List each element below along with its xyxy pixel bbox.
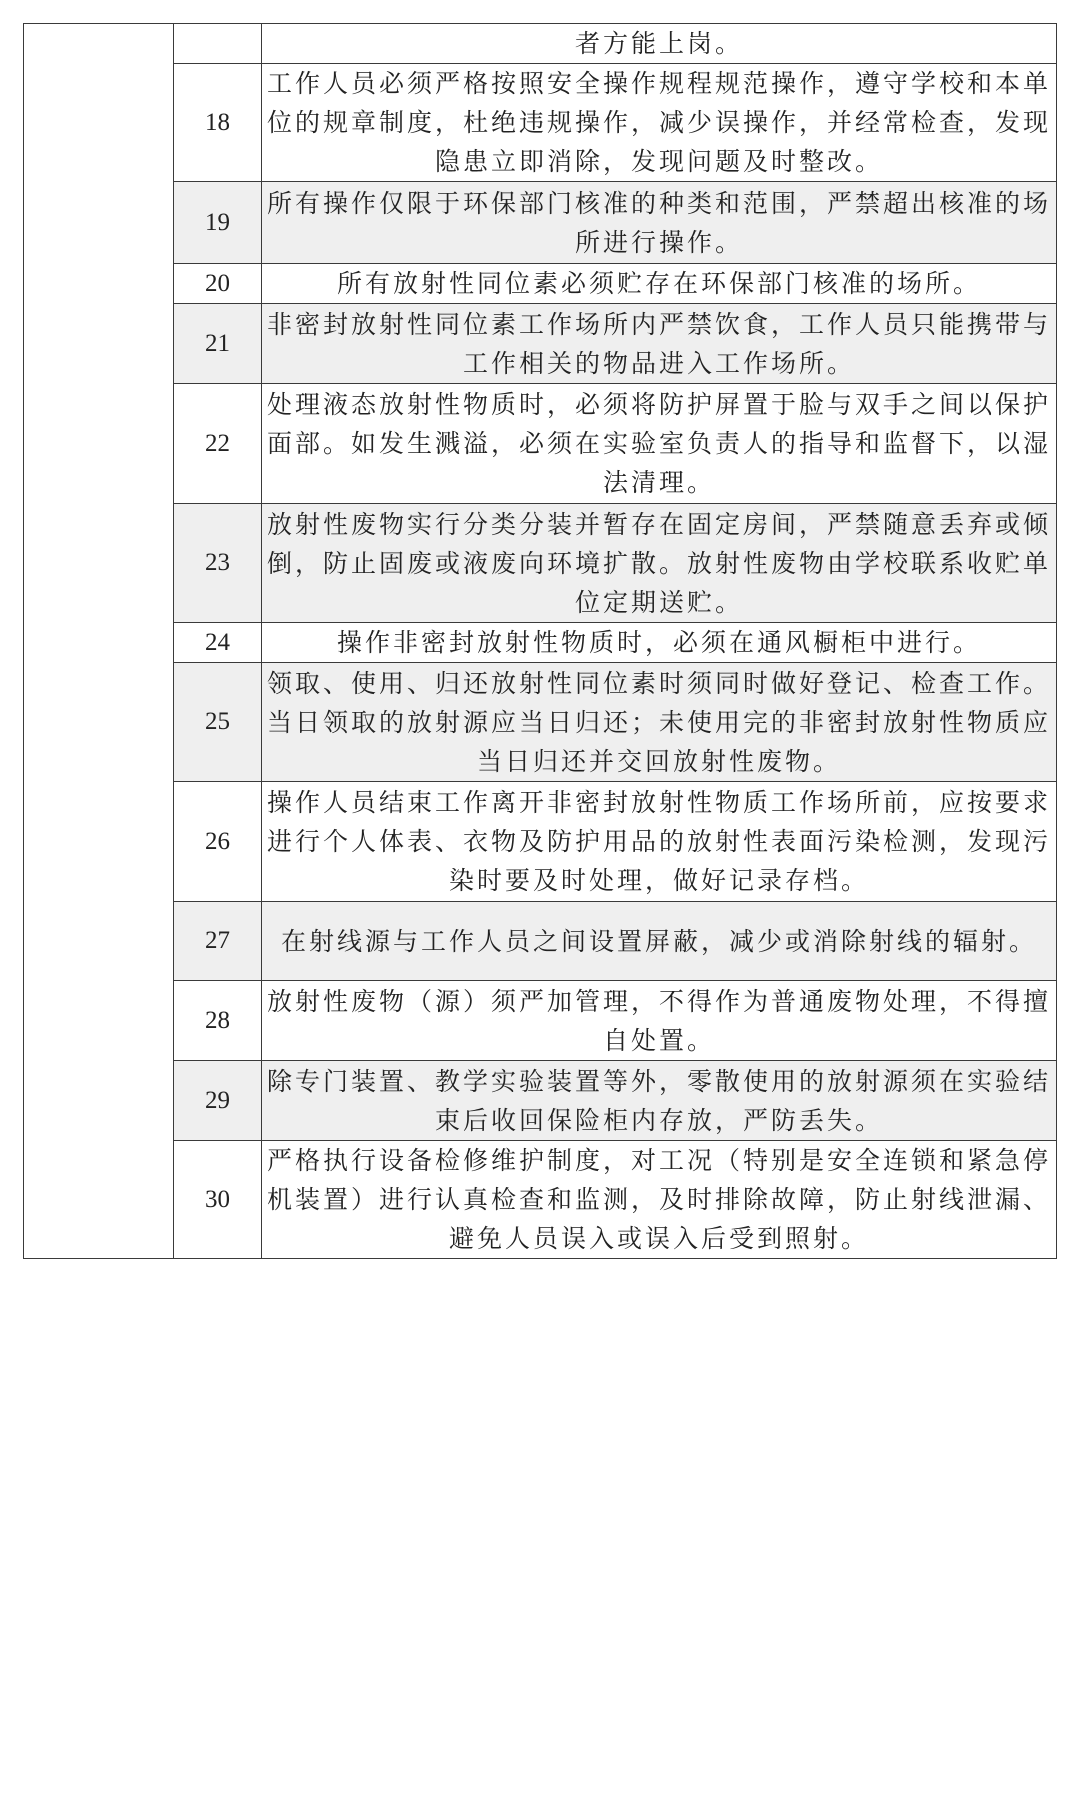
item-text: 工作人员必须严格按照安全操作规程规范操作，遵守学校和本单位的规章制度，杜绝违规操作，减少误操作，并经常检查，发现隐患立即消除，发现问题及时整改。 xyxy=(262,64,1057,182)
item-number: 19 xyxy=(174,182,262,264)
item-number: 26 xyxy=(174,782,262,902)
table-row xyxy=(24,663,1057,782)
table-row xyxy=(24,264,1057,304)
table-row xyxy=(24,304,1057,384)
table-row xyxy=(24,1141,1057,1259)
table-row xyxy=(24,902,1057,981)
table-row xyxy=(24,1061,1057,1141)
table-row xyxy=(24,981,1057,1061)
item-number: 28 xyxy=(174,981,262,1061)
table-row xyxy=(24,504,1057,623)
item-number: 20 xyxy=(174,264,262,304)
item-text: 非密封放射性同位素工作场所内严禁饮食，工作人员只能携带与工作相关的物品进入工作场所。 xyxy=(262,304,1057,384)
table-row xyxy=(24,623,1057,663)
table-row xyxy=(24,384,1057,504)
item-number: 21 xyxy=(174,304,262,384)
item-number: 30 xyxy=(174,1141,262,1259)
category-cell xyxy=(24,24,174,1259)
item-text: 放射性废物（源）须严加管理，不得作为普通废物处理，不得擅自处置。 xyxy=(262,981,1057,1061)
table-row xyxy=(24,782,1057,902)
item-text: 所有放射性同位素必须贮存在环保部门核准的场所。 xyxy=(262,264,1057,304)
item-text: 操作人员结束工作离开非密封放射性物质工作场所前，应按要求进行个人体表、衣物及防护用品的放射性表面污染检测，发现污染时要及时处理，做好记录存档。 xyxy=(262,782,1057,902)
item-text: 者方能上岗。 xyxy=(262,24,1057,64)
item-number: 23 xyxy=(174,504,262,623)
item-text: 操作非密封放射性物质时，必须在通风橱柜中进行。 xyxy=(262,623,1057,663)
item-text: 除专门装置、教学实验装置等外，零散使用的放射源须在实验结束后收回保险柜内存放，严防丢失。 xyxy=(262,1061,1057,1141)
item-text: 处理液态放射性物质时，必须将防护屏置于脸与双手之间以保护面部。如发生溅溢，必须在实验室负责人的指导和监督下，以湿法清理。 xyxy=(262,384,1057,504)
table-body xyxy=(24,24,1057,1259)
item-number: 24 xyxy=(174,623,262,663)
item-number: 22 xyxy=(174,384,262,504)
item-number: 27 xyxy=(174,902,262,981)
table-row xyxy=(24,64,1057,182)
item-text: 所有操作仅限于环保部门核准的种类和范围，严禁超出核准的场所进行操作。 xyxy=(262,182,1057,264)
item-number: 18 xyxy=(174,64,262,182)
item-text: 放射性废物实行分类分装并暂存在固定房间，严禁随意丢弃或倾倒，防止固废或液废向环境扩散。放射性废物由学校联系收贮单位定期送贮。 xyxy=(262,504,1057,623)
table-row xyxy=(24,182,1057,264)
regulations-table xyxy=(23,23,1057,1259)
item-number: 29 xyxy=(174,1061,262,1141)
item-number: 25 xyxy=(174,663,262,782)
item-number xyxy=(174,24,262,64)
table-row xyxy=(24,24,1057,64)
item-text: 在射线源与工作人员之间设置屏蔽，减少或消除射线的辐射。 xyxy=(262,902,1057,981)
item-text: 严格执行设备检修维护制度，对工况（特别是安全连锁和紧急停机装置）进行认真检查和监测，及时排除故障，防止射线泄漏、避免人员误入或误入后受到照射。 xyxy=(262,1141,1057,1259)
item-text: 领取、使用、归还放射性同位素时须同时做好登记、检查工作。当日领取的放射源应当日归还；未使用完的非密封放射性物质应当日归还并交回放射性废物。 xyxy=(262,663,1057,782)
